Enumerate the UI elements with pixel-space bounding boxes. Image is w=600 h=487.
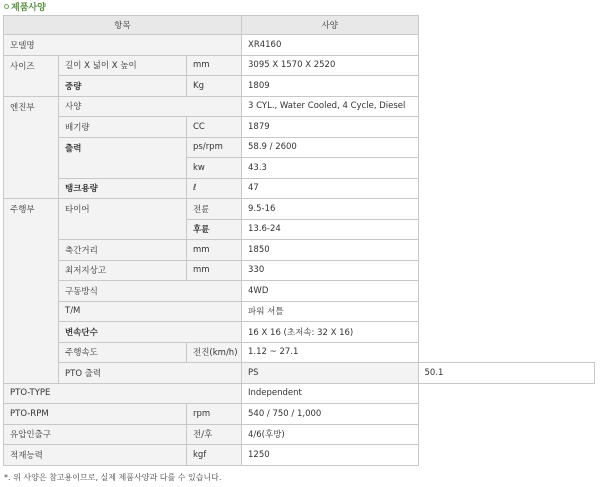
row-value: Independent (242, 383, 419, 404)
row-unit: kgf (187, 445, 242, 466)
table-row (4, 383, 595, 404)
section-title: 제품사양 (4, 2, 46, 14)
row-value: 4WD (242, 281, 419, 302)
row-label: 타이어 (59, 199, 187, 240)
row-value: 1850 (242, 240, 419, 261)
row-value: 13.6-24 (242, 219, 419, 240)
row-unit: ps/rpm (187, 137, 242, 158)
footnote: *. 위 사양은 참고용이므로, 실제 제품사양과 다를 수 있습니다. (4, 473, 222, 482)
row-value: 43.3 (242, 158, 419, 179)
row-value: 3095 X 1570 X 2520 (242, 55, 419, 76)
spec-table (3, 15, 595, 466)
group-label: 사이즈 (4, 55, 59, 96)
row-unit: Kg (187, 76, 242, 97)
table-row (4, 301, 595, 322)
table-row (4, 322, 595, 343)
row-label: 사양 (59, 96, 242, 117)
row-value: 47 (242, 178, 419, 199)
row-label: 적재능력 (4, 445, 187, 466)
row-value: 1.12 ~ 27.1 (242, 342, 419, 363)
row-unit: CC (187, 117, 242, 138)
row-value: 540 / 750 / 1,000 (242, 404, 419, 425)
table-header-row (4, 16, 595, 35)
row-value: 50.1 (418, 363, 595, 384)
table-row (4, 281, 595, 302)
row-unit: kw (187, 158, 242, 179)
table-row (4, 424, 595, 445)
row-label: 탱크용량 (59, 178, 187, 199)
row-label: PTO-RPM (4, 404, 187, 425)
row-unit: ℓ (187, 178, 242, 199)
group-label: 엔진부 (4, 96, 59, 199)
row-unit: 전진(km/h) (187, 342, 242, 363)
table-row (4, 404, 595, 425)
row-unit: 전륜 (187, 199, 242, 220)
row-label: PTO-TYPE (4, 383, 242, 404)
row-value: 1879 (242, 117, 419, 138)
row-value: 58.9 / 2600 (242, 137, 419, 158)
row-unit: PS (242, 363, 419, 384)
row-unit: rpm (187, 404, 242, 425)
row-label: 최저지상고 (59, 260, 187, 281)
row-value: 1809 (242, 76, 419, 97)
row-value: XR4160 (242, 35, 419, 56)
table-row (4, 137, 595, 158)
row-label: 유압인출구 (4, 424, 187, 445)
row-label: 배기량 (59, 117, 187, 138)
row-value: 파워 셔틀 (242, 301, 419, 322)
row-value: 3 CYL., Water Cooled, 4 Cycle, Diesel (242, 96, 419, 117)
table-row (4, 260, 595, 281)
table-row (4, 445, 595, 466)
row-label: 중량 (59, 76, 187, 97)
row-value: 16 X 16 (초저속: 32 X 16) (242, 322, 419, 343)
row-label: 주행속도 (59, 342, 187, 363)
table-row (4, 76, 595, 97)
row-label: 길이 X 넓이 X 높이 (59, 55, 187, 76)
row-label: T/M (59, 301, 242, 322)
row-value: 1250 (242, 445, 419, 466)
bullet-icon (4, 4, 9, 9)
row-unit: mm (187, 260, 242, 281)
table-row (4, 240, 595, 261)
table-row (4, 199, 595, 220)
table-row (4, 363, 595, 384)
row-label: 모델명 (4, 35, 242, 56)
table-row (4, 55, 595, 76)
row-label: 구동방식 (59, 281, 242, 302)
table-row (4, 117, 595, 138)
table-row (4, 178, 595, 199)
row-unit: mm (187, 240, 242, 261)
row-label: PTO 출력 (59, 363, 242, 384)
row-unit: mm (187, 55, 242, 76)
row-unit: 후륜 (187, 219, 242, 240)
header-item: 항목 (4, 16, 242, 35)
table-row (4, 96, 595, 117)
row-value: 9.5-16 (242, 199, 419, 220)
table-row (4, 35, 595, 56)
row-unit: 전/후 (187, 424, 242, 445)
group-label: 주행부 (4, 199, 59, 384)
row-label: 출력 (59, 137, 187, 178)
row-value: 330 (242, 260, 419, 281)
row-label: 변속단수 (59, 322, 242, 343)
row-value: 4/6(후방) (242, 424, 419, 445)
table-row (4, 342, 595, 363)
row-label: 축간거리 (59, 240, 187, 261)
header-spec: 사양 (242, 16, 419, 35)
